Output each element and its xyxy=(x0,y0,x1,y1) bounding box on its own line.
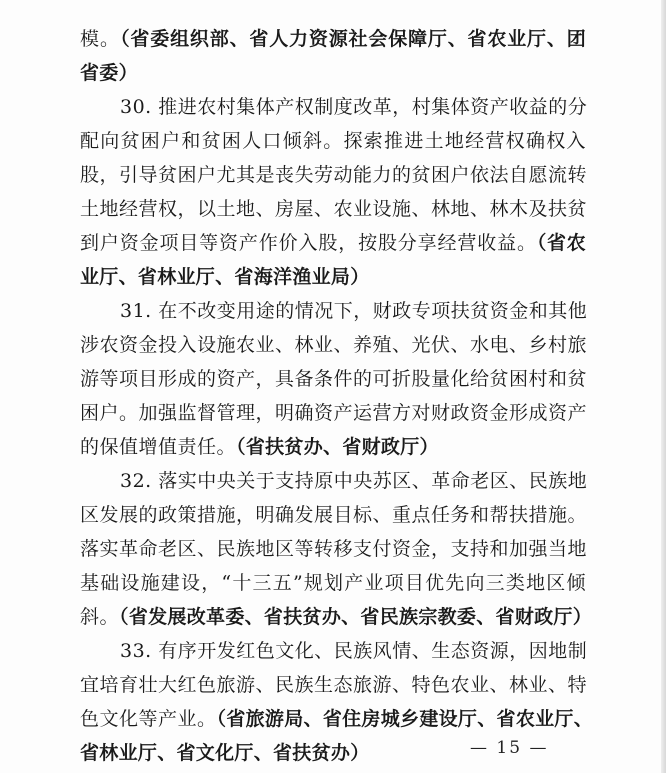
text-segment: 涉农资金投入设施农业、林业、养殖、光伏、水电、乡村旅 xyxy=(80,334,588,356)
responsible-departments: （省旅游局、省住房城乡建设厅、省农业厅、 xyxy=(216,708,594,730)
responsible-departments: 省林业厅、省文化厅、省扶贫办） xyxy=(80,742,370,764)
responsible-departments: 业厅、省林业厅、省海洋渔业局） xyxy=(80,266,370,288)
responsible-departments: （省扶贫办、省财政厅） xyxy=(236,436,439,458)
text-line xyxy=(80,396,586,430)
responsible-departments: （省农 xyxy=(536,232,586,254)
text-line xyxy=(80,566,586,600)
text-line xyxy=(80,226,586,260)
page-number: — 15 — xyxy=(470,738,549,758)
text-segment: 股，引导贫困户尤其是丧失劳动能力的贫困户依法自愿流转 xyxy=(80,164,588,186)
text-segment: 到户资金项目等资产作价入股，按股分享经营收益。 xyxy=(80,232,537,254)
text-segment: 困户。加强监督管理，明确资产运营方对财政资金形成资产 xyxy=(80,402,588,424)
text-segment: 色文化等产业。 xyxy=(80,708,217,730)
text-line xyxy=(80,56,586,90)
responsible-departments: （省委组织部、省人力资源社会保障厅、省农业厅、团 xyxy=(120,28,586,50)
responsible-departments: （省发展改革委、省扶贫办、省民族宗教委、省财政厅） xyxy=(119,606,593,628)
text-line xyxy=(80,634,586,668)
text-line xyxy=(80,600,593,634)
text-line xyxy=(80,430,586,464)
text-line xyxy=(80,294,586,328)
body-text xyxy=(80,22,594,770)
text-segment: 土地经营权，以土地、房屋、农业设施、林地、林木及扶贫 xyxy=(80,198,588,220)
text-line xyxy=(80,90,586,124)
text-line xyxy=(80,668,586,702)
text-line xyxy=(80,192,586,226)
text-segment: 落实革命老区、民族地区等转移支付资金，支持和加强当地 xyxy=(80,538,588,560)
text-segment: 的保值增值责任。 xyxy=(80,436,237,458)
text-segment: 32. 落实中央关于支持原中央苏区、革命老区、民族地 xyxy=(120,470,588,492)
text-line xyxy=(80,362,586,396)
text-line xyxy=(80,124,586,158)
text-segment: 31. 在不改变用途的情况下，财政专项扶贫资金和其他 xyxy=(120,300,588,322)
text-segment: 30. 推进农村集体产权制度改革，村集体资产收益的分 xyxy=(120,96,588,118)
scan-edge-shadow xyxy=(661,0,666,773)
text-segment: 区发展的政策措施，明确发展目标、重点任务和帮扶措施。 xyxy=(80,504,588,526)
text-segment: 斜。 xyxy=(80,606,120,628)
text-line xyxy=(80,702,594,736)
text-line xyxy=(80,328,586,362)
text-line xyxy=(80,498,586,532)
text-segment: 宜培育壮大红色旅游、民族生态旅游、特色农业、林业、特 xyxy=(80,674,588,696)
text-line xyxy=(80,158,586,192)
responsible-departments: 省委） xyxy=(80,62,138,84)
text-segment: 配向贫困户和贫困人口倾斜。探索推进土地经营权确权入 xyxy=(80,130,586,152)
text-segment: 模。 xyxy=(80,28,121,50)
text-line xyxy=(80,532,586,566)
text-segment: 游等项目形成的资产，具备条件的可折股量化给贫困村和贫 xyxy=(80,368,588,390)
text-line xyxy=(80,260,586,294)
text-line xyxy=(80,22,586,56)
text-line xyxy=(80,464,586,498)
text-segment: 33. 有序开发红色文化、民族风情、生态资源，因地制 xyxy=(120,640,588,662)
text-segment: 基础设施建设，“十三五”规划产业项目优先向三类地区倾 xyxy=(80,572,586,594)
